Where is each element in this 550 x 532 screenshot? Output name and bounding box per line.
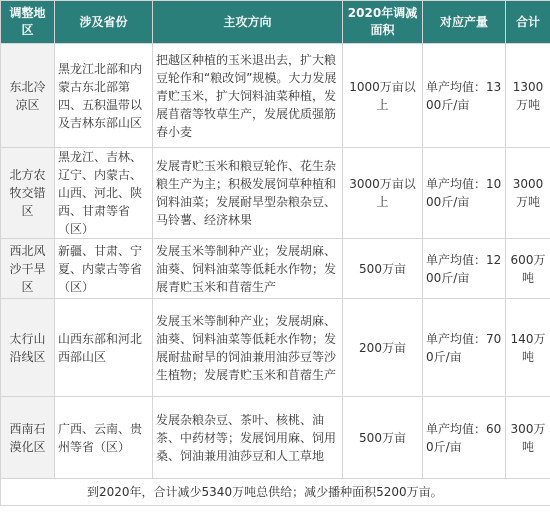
- header-total: 合计: [506, 1, 550, 44]
- cell-provinces: 黑龙江、吉林、辽宁、内蒙古、山西、河北、陕西、甘肃等省（区）: [55, 148, 153, 239]
- cell-region: 北方农牧交错区: [1, 148, 55, 239]
- cell-direction: 发展玉米等制种产业；发展胡麻、油葵、饲料油菜等低耗水作物；发展青贮玉米和苜蓿生产: [153, 239, 343, 299]
- cell-total: 300万吨: [506, 397, 550, 479]
- cell-area: 500万亩: [343, 239, 423, 299]
- table-row: [1, 299, 550, 397]
- header-area: 2020年调减面积: [343, 1, 423, 44]
- cell-direction: 发展玉米等制种产业；发展胡麻、油葵、饲料油菜等低耗水作物；发展耐盐耐旱的饲油兼用油莎豆等沙生植物；发展青贮玉米和苜蓿生产: [153, 299, 343, 397]
- cell-region: 西南石漠化区: [1, 397, 55, 479]
- header-yield: 对应产量: [423, 1, 506, 44]
- cell-direction: 发展青贮玉米和粮豆轮作、花生杂粮生产为主；积极发展饲草种植和饲料油菜；发展耐旱型杂粮杂豆、马铃薯、经济林果: [153, 148, 343, 239]
- cell-yield: 单产均值：1000斤/亩: [423, 148, 506, 239]
- cell-provinces: 广西、云南、贵州等省（区）: [55, 397, 153, 479]
- cell-provinces: 新疆、甘肃、宁夏、内蒙古等省（区）: [55, 239, 153, 299]
- table-row: [1, 397, 550, 479]
- cell-region: 太行山沿线区: [1, 299, 55, 397]
- header-direction: 主攻方向: [153, 1, 343, 44]
- cell-direction: 把越区种植的玉米退出去，扩大粮豆轮作和“粮改饲”规模。大力发展青贮玉米，扩大饲料油菜种植，发展苜蓿等牧草生产，发展优质强筋春小麦: [153, 44, 343, 148]
- cell-area: 1000万亩以上: [343, 44, 423, 148]
- cell-total: 3000万吨: [506, 148, 550, 239]
- cell-yield: 单产均值：700斤/亩: [423, 299, 506, 397]
- cell-total: 600万吨: [506, 239, 550, 299]
- header-region: 调整地区: [1, 1, 55, 44]
- cell-provinces: 山西东部和河北西部山区: [55, 299, 153, 397]
- cell-total: 1300万吨: [506, 44, 550, 148]
- header-provinces: 涉及省份: [55, 1, 153, 44]
- cell-total: 140万吨: [506, 299, 550, 397]
- table-row: [1, 148, 550, 239]
- table-row: [1, 239, 550, 299]
- cell-yield: 单产均值：600斤/亩: [423, 397, 506, 479]
- table-footer-note: 到2020年，合计减少5340万吨总供给；减少播种面积5200万亩。: [1, 479, 550, 506]
- cell-region: 东北冷凉区: [1, 44, 55, 148]
- table-header-row: [1, 1, 550, 44]
- cell-yield: 单产均值：1300斤/亩: [423, 44, 506, 148]
- cell-region: 西北风沙干旱区: [1, 239, 55, 299]
- cell-yield: 单产均值：1200斤/亩: [423, 239, 506, 299]
- cell-area: 500万亩: [343, 397, 423, 479]
- cell-direction: 发展杂粮杂豆、茶叶、核桃、油茶、中药材等；发展饲用麻、饲用桑、饲油兼用油莎豆和人工草地: [153, 397, 343, 479]
- cell-provinces: 黑龙江北部和内蒙古东北部第四、五积温带以及吉林东部山区: [55, 44, 153, 148]
- cell-area: 200万亩: [343, 299, 423, 397]
- table-row: [1, 44, 550, 148]
- cell-area: 3000万亩以上: [343, 148, 423, 239]
- table-footer-row: [1, 479, 550, 506]
